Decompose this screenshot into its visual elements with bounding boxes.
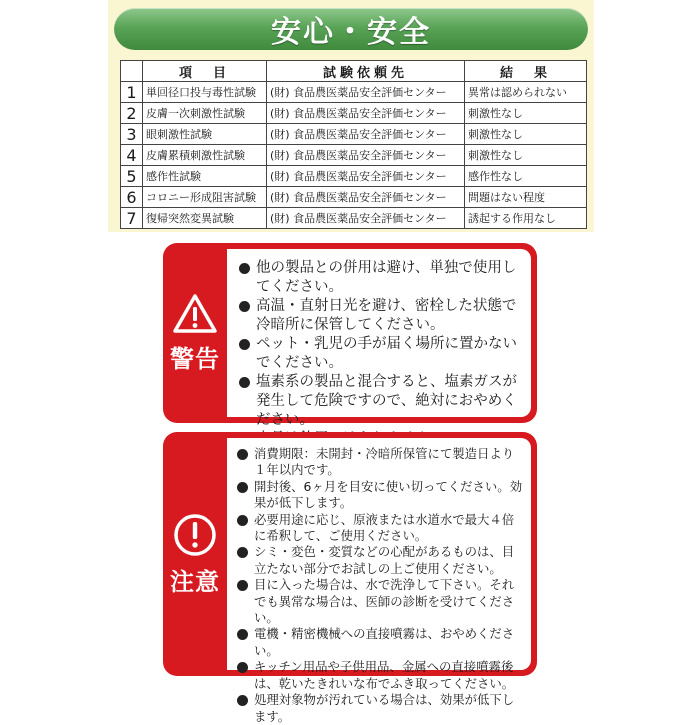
bullet-icon xyxy=(237,515,248,526)
list-item xyxy=(237,512,523,545)
bullet-icon xyxy=(239,377,250,388)
caution-box xyxy=(163,432,537,724)
row-lab: (財) 食品農医薬品安全評価センター xyxy=(267,103,465,124)
bullet-icon xyxy=(237,629,248,640)
bullet-icon xyxy=(239,263,250,274)
bullet-icon xyxy=(239,301,250,312)
row-item: コロニー形成阻害試験 xyxy=(143,187,267,208)
row-item: 復帰突然変異試験 xyxy=(143,208,267,229)
list-item xyxy=(237,626,523,659)
list-item xyxy=(237,446,523,479)
row-lab: (財) 食品農医薬品安全評価センター xyxy=(267,208,465,229)
row-result: 誘起する作用なし xyxy=(465,208,587,229)
warning-text: 高温・直射日光を避け、密栓した状態で冷暗所に保管してください。 xyxy=(256,298,517,333)
exclamation-circle-icon xyxy=(172,512,218,558)
list-item xyxy=(239,335,521,373)
caution-text: 処理対象物が汚れている場合は、効果が低下します。 xyxy=(254,692,515,724)
row-result: 感作性なし xyxy=(465,166,587,187)
row-item: 単回径口投与毒性試験 xyxy=(143,82,267,103)
header-item: 項 目 xyxy=(143,61,267,82)
list-item xyxy=(239,297,521,335)
bullet-icon xyxy=(237,695,248,706)
row-result: 刺激性なし xyxy=(465,103,587,124)
row-item: 皮膚累積刺激性試験 xyxy=(143,145,267,166)
section-banner xyxy=(114,8,588,50)
row-number: 2 xyxy=(121,103,143,124)
caution-text: シミ・変色・変質などの心配があるものは、目立たない部分でお試しの上ご使用ください。 xyxy=(254,544,515,576)
row-lab: (財) 食品農医薬品安全評価センター xyxy=(267,166,465,187)
row-item: 眼刺激性試験 xyxy=(143,124,267,145)
table-row xyxy=(121,166,587,187)
header-lab: 試験依頼先 xyxy=(267,61,465,82)
caution-text: 開封後、6ヶ月を目安に使い切ってください。効果が低下します。 xyxy=(254,478,523,511)
warning-text: 塩素系の製品と混合すると、塩素ガスが発生して危険ですので、絶対におやめください。 xyxy=(256,374,517,428)
caution-text: 消費期限：未開封・冷暗所保管にて製造日より１年以内です。 xyxy=(254,446,515,478)
row-number: 1 xyxy=(121,82,143,103)
row-number: 5 xyxy=(121,166,143,187)
caution-list xyxy=(227,438,531,724)
bullet-icon xyxy=(237,662,248,673)
list-item xyxy=(237,577,523,626)
header-number xyxy=(121,61,143,82)
caution-text: 電機・精密機械への直接噴霧は、おやめください。 xyxy=(254,626,515,658)
row-lab: (財) 食品農医薬品安全評価センター xyxy=(267,82,465,103)
row-lab: (財) 食品農医薬品安全評価センター xyxy=(267,187,465,208)
list-item xyxy=(239,373,521,430)
section-title: 安心・安全 xyxy=(271,15,431,50)
list-item xyxy=(237,479,523,512)
table-header-row xyxy=(121,61,587,82)
row-result: 刺激性なし xyxy=(465,145,587,166)
row-item: 感作性試験 xyxy=(143,166,267,187)
list-item xyxy=(237,659,523,692)
table-row xyxy=(121,124,587,145)
row-number: 4 xyxy=(121,145,143,166)
row-result: 問題はない程度 xyxy=(465,187,587,208)
safety-section xyxy=(108,0,594,232)
row-item: 皮膚一次刺激性試験 xyxy=(143,103,267,124)
list-item xyxy=(237,692,523,725)
warning-text: ペット・乳児の手が届く場所に置かないでください。 xyxy=(256,336,517,371)
caution-text: 必要用途に応じ、原液または水道水で最大４倍に希釈して、ご使用ください。 xyxy=(254,511,515,544)
table-row xyxy=(121,208,587,229)
caution-text: キッチン用品や子供用品、金属への直接噴霧後は、乾いたきれいな布でふき取ってください。 xyxy=(254,659,515,691)
safety-test-table xyxy=(120,60,587,229)
table-row xyxy=(121,145,587,166)
row-result: 刺激性なし xyxy=(465,124,587,145)
row-lab: (財) 食品農医薬品安全評価センター xyxy=(267,124,465,145)
caution-text: 目に入った場合は、水で洗浄して下さい。それでも異常な場合は、医師の診断を受けてください。 xyxy=(254,577,515,626)
bullet-icon xyxy=(237,547,248,558)
row-number: 6 xyxy=(121,187,143,208)
warning-label: 警告 xyxy=(170,344,220,373)
row-result: 異常は認められない xyxy=(465,82,587,103)
bullet-icon xyxy=(239,339,250,350)
header-result: 結 果 xyxy=(465,61,587,82)
row-number: 7 xyxy=(121,208,143,229)
warning-list xyxy=(227,249,531,428)
caution-label: 注意 xyxy=(170,567,220,596)
row-number: 3 xyxy=(121,124,143,145)
bullet-icon xyxy=(237,580,248,591)
table-row xyxy=(121,187,587,208)
row-lab: (財) 食品農医薬品安全評価センター xyxy=(267,145,465,166)
table-row xyxy=(121,103,587,124)
table-row xyxy=(121,82,587,103)
warning-side-panel xyxy=(163,243,227,423)
caution-side-panel xyxy=(163,432,227,676)
bullet-icon xyxy=(237,449,248,460)
warning-text: 他の製品との併用は避け、単独で使用してください。 xyxy=(256,260,517,295)
list-item xyxy=(239,259,521,297)
warning-box xyxy=(163,243,537,428)
list-item xyxy=(237,544,523,577)
bullet-icon xyxy=(237,482,248,493)
warning-triangle-icon xyxy=(172,293,218,335)
